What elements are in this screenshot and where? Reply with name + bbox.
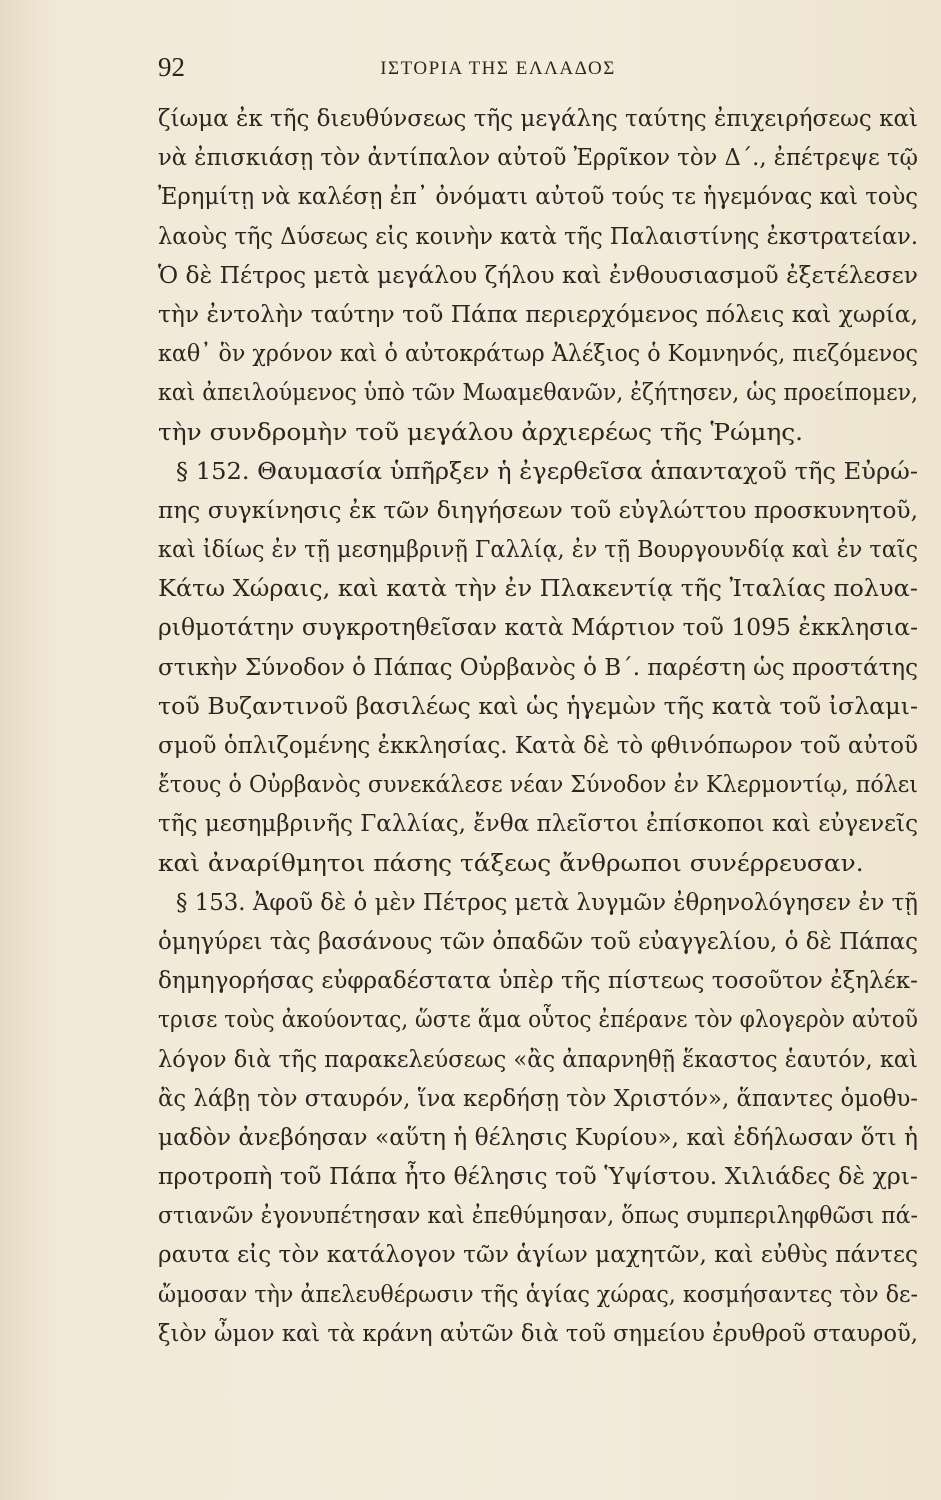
text-line: τὴν συνδρομὴν τοῦ μεγάλου ἀρχιερέως τῆς Ῥώμης.	[158, 419, 804, 446]
section-start-line: § 152. Θαυμασία ὑπῆρξεν ἡ ἐγερθεῖσα ἁπανταχοῦ τῆς Εὐρώ-	[176, 458, 918, 485]
text-line: καθ᾽ ὃν χρόνον καὶ ὁ αὐτοκράτωρ Ἀλέξιος ὁ Κομνηνός, πιεζόμενος	[158, 341, 918, 368]
text-line: μαδὸν ἀνεβόησαν «αὕτη ἡ θέλησις Κυρίου», καὶ ἐδήλωσαν ὅτι ἡ	[158, 1124, 918, 1151]
body-text	[158, 100, 918, 1354]
page-number: 92	[158, 52, 185, 82]
text-line: προτροπὴ τοῦ Πάπα ἦτο θέλησις τοῦ Ὑψίστου. Χιλιάδες δὲ χρι-	[158, 1164, 919, 1191]
text-line: ριθμοτάτην συγκροτηθεῖσαν κατὰ Μάρτιον τοῦ 1095 ἐκκλησια-	[158, 615, 918, 642]
text-line: τοῦ Βυζαντινοῦ βασιλέως καὶ ὡς ἡγεμὼν τῆς κατὰ τοῦ ἰσλαμι-	[158, 693, 919, 720]
text-line: τὴν ἐντολὴν ταύτην τοῦ Πάπα περιερχόμενος πόλεις καὶ χωρία,	[158, 301, 919, 328]
text-line: ἔτους ὁ Οὐρβανὸς συνεκάλεσε νέαν Σύνοδον ἐν Κλερμοντίῳ, πόλει	[158, 772, 918, 799]
text-line: δημηγορήσας εὐφραδέστατα ὑπὲρ τῆς πίστεως τοσοῦτον ἐξηλέκ-	[158, 968, 918, 995]
text-line: Ὁ δὲ Πέτρος μετὰ μεγάλου ζήλου καὶ ἐνθουσιασμοῦ ἐξετέλεσεν	[158, 262, 918, 289]
text-line: Ἐρημίτῃ νὰ καλέσῃ ἐπ᾽ ὀνόματι αὐτοῦ τούς τε ἡγεμόνας καὶ τοὺς	[158, 184, 918, 211]
text-line: ραυτα εἰς τὸν κατάλογον τῶν ἁγίων μαχητῶν, καὶ εὐθὺς πάντες	[158, 1242, 918, 1269]
section-start-line: § 153. Ἀφοῦ δὲ ὁ μὲν Πέτρος μετὰ λυγμῶν ἐθρηνολόγησεν ἐν τῇ	[176, 889, 918, 916]
text-line: λαοὺς τῆς Δύσεως εἰς κοινὴν κατὰ τῆς Παλαιστίνης ἐκστρατείαν.	[158, 223, 918, 250]
text-line: καὶ ἀπειλούμενος ὑπὸ τῶν Μωαμεθανῶν, ἐζήτησεν, ὡς προείπομεν,	[158, 380, 918, 407]
text-line: καὶ ἰδίως ἐν τῇ μεσημβρινῇ Γαλλίᾳ, ἐν τῇ Βουργουνδίᾳ καὶ ἐν ταῖς	[158, 537, 918, 564]
text-line: καὶ ἀναρίθμητοι πάσης τάξεως ἄνθρωποι συνέρρευσαν.	[158, 850, 864, 877]
text-line: σμοῦ ὁπλιζομένης ἐκκλησίας. Κατὰ δὲ τὸ φθινόπωρον τοῦ αὐτοῦ	[158, 733, 918, 759]
text-line: ἂς λάβῃ τὸν σταυρόν, ἵνα κερδήσῃ τὸν Χριστόν», ἅπαντες ὁμοθυ-	[158, 1085, 918, 1112]
page-header	[158, 52, 838, 88]
text-line: ὤμοσαν τὴν ἀπελευθέρωσιν τῆς ἁγίας χώρας, κοσμήσαντες τὸν δε-	[158, 1281, 918, 1308]
text-line: τρισε τοὺς ἀκούοντας, ὥστε ἅμα οὗτος ἐπέρανε τὸν φλογερὸν αὐτοῦ	[158, 1007, 918, 1034]
text-line: Κάτω Χώραις, καὶ κατὰ τὴν ἐν Πλακεντίᾳ τῆς Ἰταλίας πολυα-	[158, 576, 918, 603]
text-line: πης συγκίνησις ἐκ τῶν διηγήσεων τοῦ εὐγλώττου προσκυνητοῦ,	[158, 497, 919, 524]
text-line: ξιὸν ὦμον καὶ τὰ κράνη αὐτῶν διὰ τοῦ σημείου ἐρυθροῦ σταυροῦ,	[158, 1320, 918, 1347]
text-line: στιανῶν ἐγονυπέτησαν καὶ ἐπεθύμησαν, ὅπως συμπεριληφθῶσι πά-	[158, 1203, 918, 1230]
running-title: ΙΣΤΟΡΙΑ ΤΗΣ ΕΛΛΑΔΟΣ	[380, 58, 616, 79]
text-line: ζίωμα ἐκ τῆς διευθύνσεως τῆς μεγάλης ταύτης ἐπιχειρήσεως καὶ	[158, 106, 918, 132]
text-line: στικὴν Σύνοδον ὁ Πάπας Οὐρβανὸς ὁ Β΄. παρέστη ὡς προστάτης	[158, 654, 918, 681]
text-line: τῆς μεσημβρινῆς Γαλλίας, ἔνθα πλεῖστοι ἐπίσκοποι καὶ εὐγενεῖς	[158, 811, 918, 838]
text-line: νὰ ἐπισκιάσῃ τὸν ἀντίπαλον αὐτοῦ Ἐρρῖκον τὸν Δ΄., ἐπέτρεψε τῷ	[158, 145, 918, 172]
text-line: λόγον διὰ τῆς παρακελεύσεως «ἂς ἀπαρνηθῇ ἕκαστος ἑαυτόν, καὶ	[158, 1046, 918, 1073]
text-line: ὁμηγύρει τὰς βασάνους τῶν ὀπαδῶν τοῦ εὐαγγελίου, ὁ δὲ Πάπας	[158, 928, 918, 955]
